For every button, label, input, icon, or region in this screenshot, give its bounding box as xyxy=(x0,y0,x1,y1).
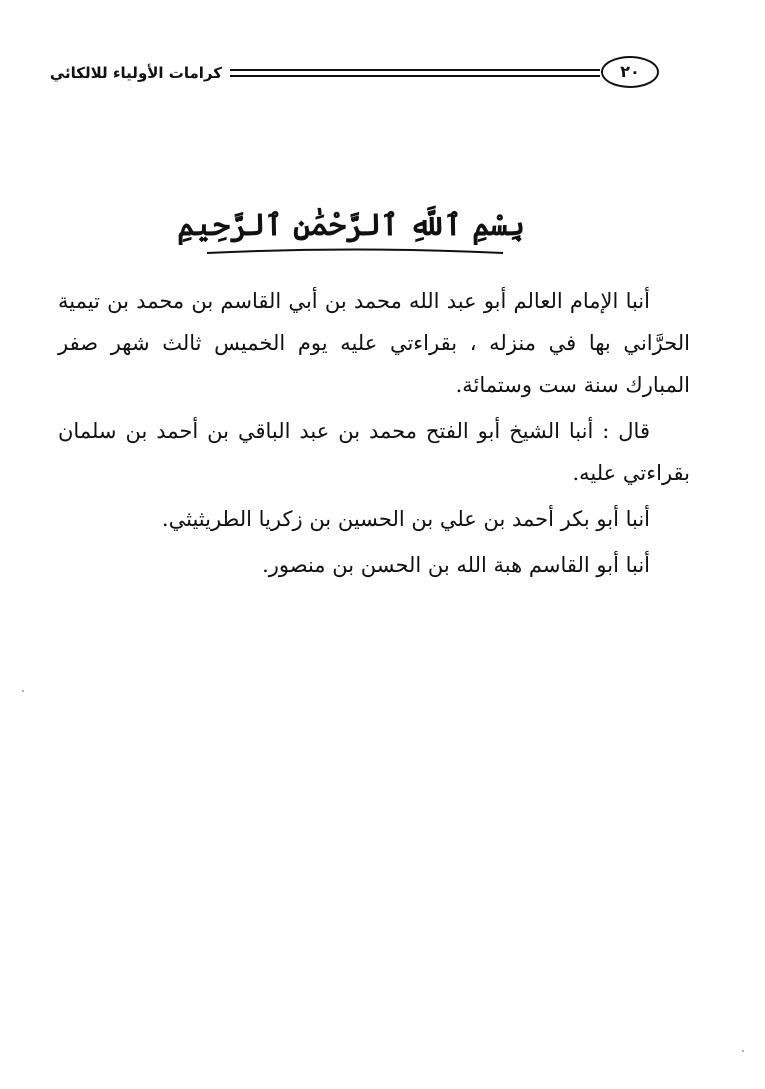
paragraph-isnad-4: أنبا أبو القاسم هبة الله بن الحسن بن منصور. xyxy=(262,553,650,577)
paragraph-isnad-2: قال : أنبا الشيخ أبو الفتح محمد بن عبد الباقي بن أحمد بن سلمان بقراءتي عليه. xyxy=(58,419,690,485)
scan-speck xyxy=(742,1050,744,1052)
header-rule-bottom xyxy=(230,75,600,77)
basmala-flourish xyxy=(205,248,505,258)
scan-speck xyxy=(22,690,24,692)
page-number: ٢٠ xyxy=(601,56,659,88)
basmala: بِسْمِ ٱللَّهِ ٱلرَّحْمَٰنِ ٱلرَّحِيمِ xyxy=(177,208,525,243)
header-rule-top xyxy=(230,69,600,71)
running-title: كرامات الأولياء للالكائي xyxy=(49,64,222,82)
paragraph-isnad-1: أنبا الإمام العالم أبو عبد الله محمد بن أبي القاسم بن محمد بن تيمية الحرَّاني بها في منزله ، بقراءتي عليه يوم الخميس ثالث شهر صفر المبارك سنة ست وستمائة. xyxy=(58,289,690,397)
paragraph-isnad-3: أنبا أبو بكر أحمد بن علي بن الحسين بن زكريا الطريثيثي. xyxy=(161,507,650,531)
page-header xyxy=(49,56,662,92)
body-text xyxy=(58,280,690,590)
